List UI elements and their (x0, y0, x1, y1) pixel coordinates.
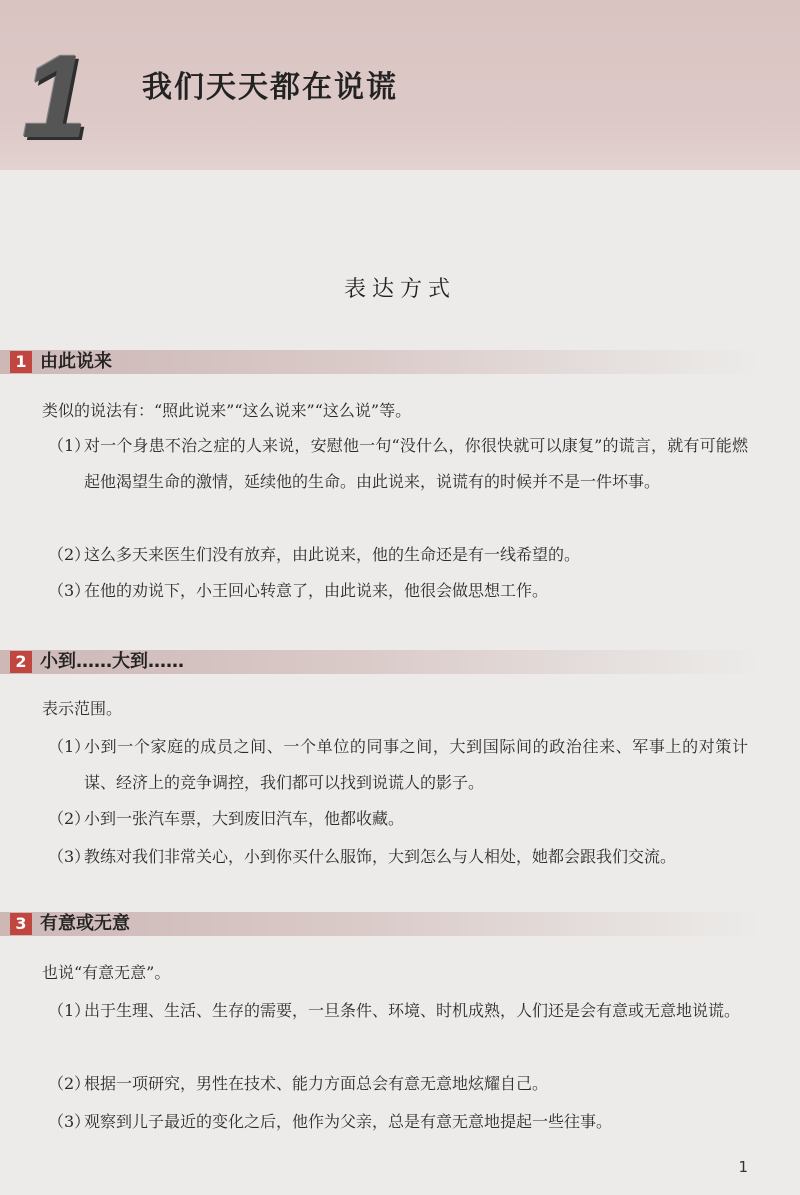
item-heading-2 (0, 650, 760, 674)
chapter-title: 我们天天都在说谎 (142, 70, 398, 105)
example-text: 对一个身患不治之症的人来说，安慰他一句“没什么，你很快就可以康复”的谎言，就有可能燃起他渴望生命的激情，延续他的生命。由此说来，说谎有的时候并不是一件坏事。 (84, 436, 748, 491)
example-1-1 (48, 428, 748, 500)
example-2-2 (48, 801, 748, 837)
example-index: （2） (48, 809, 91, 828)
example-3-3 (48, 1104, 748, 1140)
example-index: （3） (48, 847, 91, 866)
example-text: 小到一张汽车票，大到废旧汽车，他都收藏。 (84, 809, 405, 828)
example-text: 这么多天来医生们没有放弃，由此说来，他的生命还是有一线希望的。 (84, 545, 581, 564)
item-number-badge: 1 (10, 351, 32, 373)
example-index: （1） (48, 1001, 91, 1020)
example-text: 出于生理、生活、生存的需要，一旦条件、环境、时机成熟，人们还是会有意或无意地说谎。 (84, 1001, 741, 1020)
example-text: 教练对我们非常关心，小到你买什么服饰，大到怎么与人相处，她都会跟我们交流。 (84, 847, 677, 866)
chapter-header-band (0, 0, 800, 170)
example-text: 在他的劝说下，小王回心转意了，由此说来，他很会做思想工作。 (84, 581, 549, 600)
example-3-1 (48, 993, 748, 1029)
item-heading-1 (0, 350, 760, 374)
example-text: 根据一项研究，男性在技术、能力方面总会有意无意地炫耀自己。 (84, 1074, 549, 1093)
example-index: （3） (48, 1112, 91, 1131)
section-heading: 表达方式 (343, 277, 456, 302)
example-text: 小到一个家庭的成员之间、一个单位的同事之间，大到国际间的政治往来、军事上的对策计谋、经济上的竞争调控，我们都可以找到说谎人的影子。 (84, 737, 748, 792)
item-intro: 类似的说法有：“照此说来”“这么说来”“这么说”等。 (42, 401, 412, 420)
example-index: （1） (48, 737, 91, 756)
item-title: 小到……大到…… (40, 651, 184, 672)
example-index: （1） (48, 436, 91, 455)
item-intro: 也说“有意无意”。 (42, 963, 171, 982)
chapter-number: 1 (22, 31, 88, 163)
item-heading-3 (0, 912, 760, 936)
item-title: 有意或无意 (40, 913, 130, 934)
item-number-badge: 2 (10, 651, 32, 673)
example-1-2 (48, 537, 748, 573)
example-1-3 (48, 573, 748, 609)
example-3-2 (48, 1066, 748, 1102)
page-number: 1 (738, 1158, 748, 1176)
example-index: （2） (48, 545, 91, 564)
example-index: （3） (48, 581, 91, 600)
example-2-1 (48, 729, 748, 801)
example-index: （2） (48, 1074, 91, 1093)
item-number-badge: 3 (10, 913, 32, 935)
example-2-3 (48, 839, 748, 875)
example-text: 观察到儿子最近的变化之后，他作为父亲，总是有意无意地提起一些往事。 (84, 1112, 613, 1131)
item-intro: 表示范围。 (42, 699, 123, 718)
item-title: 由此说来 (40, 351, 112, 372)
